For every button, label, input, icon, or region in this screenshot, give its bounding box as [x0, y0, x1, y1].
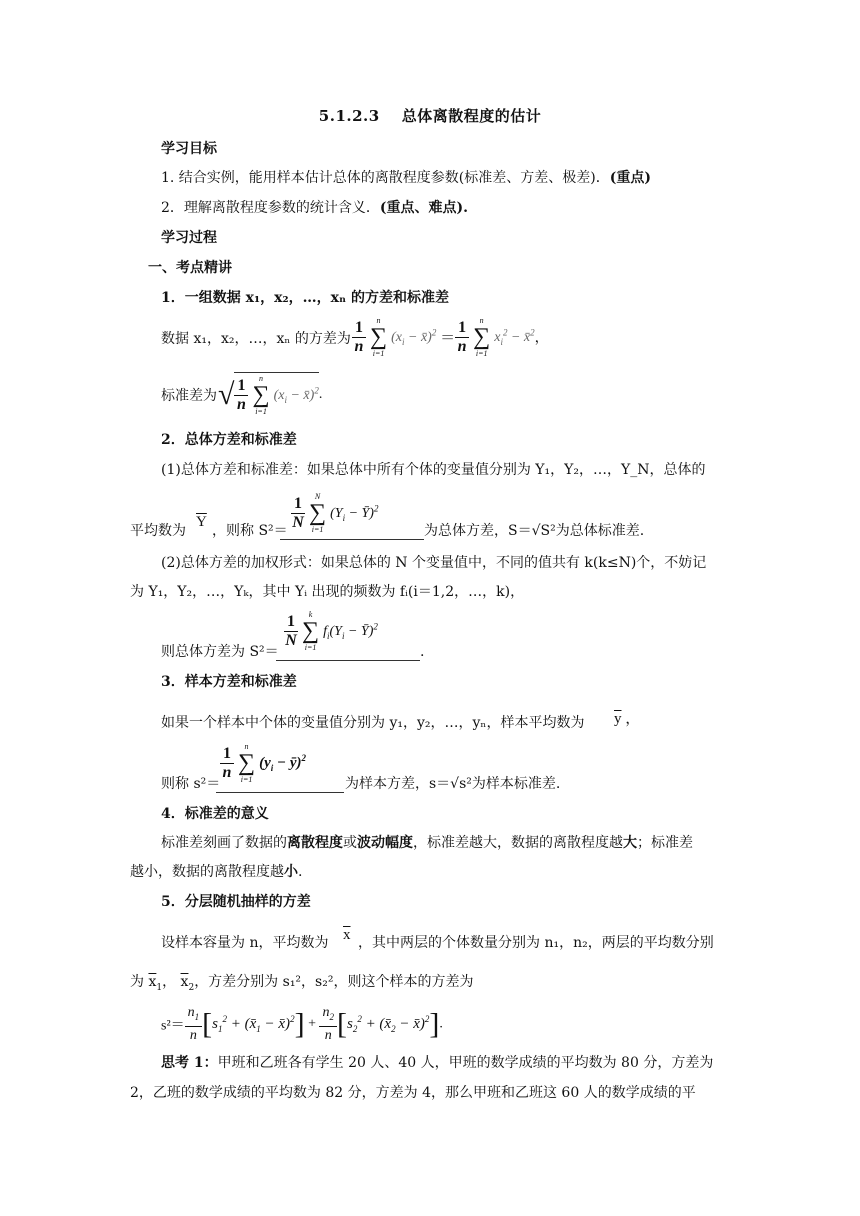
k1-variance-label: 数据 x₁，x₂，…，xₙ 的方差为	[161, 331, 351, 347]
k3-p2-suffix: 为样本方差，s＝√s²为样本标准差.	[345, 776, 561, 792]
formula-underline	[276, 660, 420, 661]
k1-heading: 1．一组数据 x₁，x₂，…，xₙ 的方差和标准差	[161, 290, 450, 306]
k4-heading: 4．标准差的意义	[161, 806, 269, 822]
k2-p2c-prefix: 则总体方差为 S²＝	[161, 644, 279, 660]
k2-p1b-prefix: 平均数为	[130, 523, 186, 539]
k3-heading: 3．样本方差和标准差	[161, 674, 297, 690]
title-text: 总体离散程度的估计	[401, 107, 542, 125]
goal-item-2: 2．理解离散程度参数的统计含义．(重点、难点).	[161, 200, 469, 216]
process-heading: 学习过程	[161, 230, 217, 246]
k5-p1-a: 设样本容量为 n，平均数为	[161, 935, 329, 951]
k4-p2: 越小，数据的离散程度越小.	[130, 864, 303, 880]
k3-p1: 如果一个样本中个体的变量值分别为 y₁，y₂，…，yₙ，样本平均数为	[161, 715, 585, 731]
Y-bar-symbol: $\overline{Y}$	[196, 514, 207, 530]
y-bar-symbol: $\overline{y}$ ，	[614, 711, 641, 727]
formula-underline	[280, 539, 424, 540]
goal-item-1: 1. 结合实例，能用样本估计总体的离散程度参数(标准差、方差、极差)．(重点)	[161, 170, 651, 186]
section-number: 5.1.2.3	[318, 107, 380, 125]
sample-variance-formula: $\frac{1}{n}$ n ∑ i=1 ($y_i$ − ȳ)$^2$	[220, 742, 306, 784]
k4-p1: 标准差刻画了数据的离散程度或波动幅度，标准差越大，数据的离散程度越大；标准差	[161, 835, 693, 851]
k1-std-label: 标准差为	[161, 388, 217, 404]
page-title	[0, 106, 860, 126]
x-bar-symbol: $\overline{x}$	[343, 927, 351, 943]
k2-heading: 2．总体方差和标准差	[161, 432, 297, 448]
think-1-line-2: 2，乙班的数学成绩的平均数为 82 分，方差为 4，那么甲班和乙班这 60 人的数学成绩的平	[130, 1085, 696, 1101]
k5-p2: 为 $\overline{x}_1$， $\overline{x}_2$，方差分别为 s₁²，s₂²，则这个样本的方差为	[130, 974, 474, 993]
section-heading-1: 一、考点精讲	[148, 260, 232, 276]
k5-heading: 5．分层随机抽样的方差	[161, 894, 311, 910]
std-formula: √ $\frac{1}{n}$ n ∑ i=1 ($x_i$ − x̄)$^2$.	[218, 374, 323, 416]
k2-p1b-suffix: 为总体方差，S＝√S²为总体标准差.	[424, 523, 645, 539]
population-variance-formula: $\frac{1}{N}$ N ∑ i=1 ($Y_i$ − Ȳ)$^2$	[292, 492, 379, 534]
k2-p1a: (1)总体方差和标准差：如果总体中所有个体的变量值分别为 Y₁，Y₂，…，Y_N，总体的	[161, 462, 706, 478]
k2-p2a: (2)总体方差的加权形式：如果总体的 N 个变量值中，不同的值共有 k(k≤N)个，不妨记	[161, 555, 707, 571]
stratified-variance-formula: s²＝ $\frac{n_1}{n}$ [$s_1^2$ + ($x̄_1$ − x̄)$^2$] + $\frac{n_2}{n}$ [$s_2^2$ + ($x̄_2$ − x̄)$^2$].	[161, 1005, 443, 1043]
think-1-line-1: 思考 1：甲班和乙班各有学生 20 人、40 人，甲班的数学成绩的平均数为 80 分，方差为	[161, 1055, 714, 1071]
formula-underline	[216, 792, 344, 793]
k2-p2b: 为 Y₁，Y₂，…，Yₖ，其中 Yᵢ 出现的频数为 fᵢ(i＝1,2，…，k)，	[130, 584, 525, 600]
goals-heading: 学习目标	[161, 141, 217, 157]
k5-p1-b: ，其中两层的个体数量分别为 n₁，n₂，两层的平均数分别	[358, 935, 714, 951]
k3-p2-prefix: 则称 s²＝	[161, 776, 221, 792]
weighted-variance-formula: $\frac{1}{N}$ k ∑ i=1 $f_i(Y_i$ − Ȳ)$^2$	[285, 610, 378, 652]
variance-formula: $\frac{1}{n}$ n ∑ i=1 ($x_i$ − x̄)$^2$ ＝ $\frac{1}{n}$ n ∑ i=1 $x_i^2$ − x̄$^2$，	[352, 316, 549, 358]
period: .	[420, 644, 425, 660]
k2-p1b-mid: ，则称 S²＝	[212, 523, 288, 539]
